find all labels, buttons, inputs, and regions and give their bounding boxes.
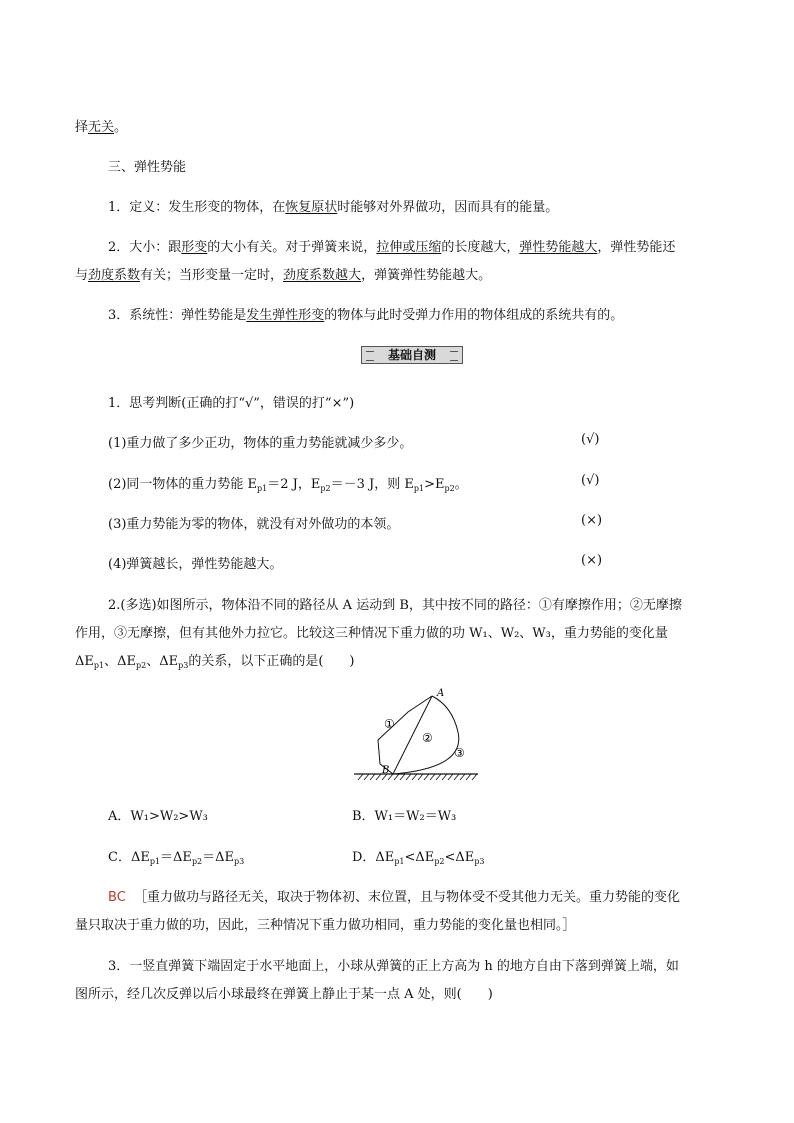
- text: 1．定义：发生形变的物体，在: [108, 200, 286, 215]
- q1-mark-4: (×): [581, 553, 603, 568]
- subscript: p2: [136, 661, 147, 670]
- q2-line-2: 作用，③无摩擦，但有其他外力拉它。比较这三种情况下重力做的功 W₁、W₂、W₃，重力势能的变化量: [75, 626, 668, 641]
- text: ，弹性势能还: [597, 240, 676, 255]
- q1-item-2: [108, 473, 468, 493]
- text: D．ΔE: [352, 850, 395, 865]
- size-line-1: [108, 236, 675, 255]
- text: ＝－3 J，则 E: [330, 477, 414, 492]
- subscript: p2: [434, 857, 445, 866]
- underlined-answer: 无关: [88, 120, 115, 135]
- text: 。: [114, 120, 128, 135]
- text: <ΔE: [444, 850, 475, 865]
- subscript: p2: [444, 484, 455, 493]
- q3-line-2: 图所示，经几次反弹以后小球最终在弹簧上静止于某一点 A 处，则( ): [75, 987, 493, 1002]
- label-path-3: ③: [454, 746, 465, 760]
- answer-line-1: [108, 886, 680, 905]
- label-path-2: ②: [422, 731, 433, 745]
- q2-line-3: [75, 650, 354, 670]
- q1-title: 1．思考判断(正确的打“√”，错误的打“×”): [108, 396, 355, 411]
- text: 、ΔE: [104, 654, 136, 669]
- text: ，弹簧弹性势能越大。: [361, 268, 492, 283]
- text: 时能够对外界做功，因而具有的能量。: [337, 200, 559, 215]
- q1-item-4: (4)弹簧越长，弹性势能越大。: [108, 557, 283, 572]
- path-figure: [348, 684, 488, 786]
- option-c: [108, 846, 244, 866]
- subscript: p2: [191, 857, 203, 866]
- definition-line: [108, 196, 558, 215]
- text: C．ΔE: [108, 850, 150, 865]
- q2-line-1: 2.(多选)如图所示，物体沿不同的路径从 A 运动到 B，其中按不同的路径：①有摩擦作用；②无摩擦: [108, 598, 682, 613]
- ground-hatch: [358, 774, 477, 780]
- text: 、ΔE: [146, 654, 179, 669]
- q1-mark-1: (√): [581, 432, 600, 447]
- option-a: A．W₁>W₂>W₃: [108, 809, 208, 824]
- label-B: B: [382, 765, 390, 776]
- subscript: p1: [149, 857, 161, 866]
- text: (2)同一物体的重力势能 E: [108, 477, 258, 492]
- top-fragment: [75, 116, 127, 135]
- text: >E: [424, 477, 445, 492]
- text: <ΔE: [404, 850, 435, 865]
- q1-mark-2: (√): [581, 473, 600, 488]
- underlined-answer: 劲度系数: [88, 268, 141, 283]
- q3-line-1: 3．一竖直弹簧下端固定于水平地面上，小球从弹簧的正上方高为 h 的地方自由下落到弹簧上端，如: [108, 959, 679, 974]
- option-b: B．W₁＝W₂＝W₃: [352, 809, 457, 824]
- text: ＝2 J，E: [267, 477, 321, 492]
- text: ＝ΔE: [160, 850, 192, 865]
- q1-item-3: (3)重力势能为零的物体，就没有对外做功的本领。: [108, 517, 400, 532]
- text: 的长度越大，: [441, 240, 520, 255]
- q1-mark-3: (×): [581, 513, 603, 528]
- text: 的物体与此时受弹力作用的物体组成的系统共有的。: [324, 308, 624, 323]
- text: 2．大小：跟: [108, 240, 182, 255]
- subscript: p3: [178, 661, 189, 670]
- text: ＝ΔE: [202, 850, 235, 865]
- text: ΔE: [75, 654, 94, 669]
- underlined-answer: 发生弹性形变: [246, 308, 325, 323]
- text: 有关；当形变量一定时，: [140, 268, 284, 283]
- subscript: p3: [234, 857, 245, 866]
- underlined-answer: 恢复原状: [285, 200, 338, 215]
- text: 的关系，以下正确的是( ): [188, 654, 355, 669]
- section-badge: 基础自测: [361, 346, 463, 364]
- section-title: 三、弹性势能: [108, 160, 187, 175]
- system-line: [108, 304, 623, 323]
- subscript: p1: [93, 661, 105, 670]
- text: 3．系统性：弹性势能是: [108, 308, 247, 323]
- label-path-1: ①: [384, 717, 395, 731]
- answer-line-2: 量只取决于重力做的功，因此，三种情况下重力做功相同，重力势能的变化量也相同。］: [75, 918, 576, 933]
- size-line-2: [75, 264, 491, 283]
- q1-item-1: (1)重力做了多少正功，物体的重力势能就减少多少。: [108, 436, 413, 451]
- text: 与: [75, 268, 89, 283]
- answer-key: BC: [108, 890, 126, 905]
- subscript: p1: [257, 484, 268, 493]
- text: 的大小有关。对于弹簧来说，: [207, 240, 377, 255]
- option-d: [352, 846, 485, 866]
- text: 择: [75, 120, 89, 135]
- underlined-answer: 拉伸或压缩: [376, 240, 442, 255]
- underlined-answer: 形变: [181, 240, 208, 255]
- underlined-answer: 劲度系数越大: [283, 268, 362, 283]
- subscript: p1: [394, 857, 405, 866]
- explanation: ［重力做功与路径无关，取决于物体初、末位置，且与物体受不受其他力无关。重力势能的变化: [134, 890, 681, 905]
- subscript: p3: [474, 857, 485, 866]
- subscript: p1: [413, 484, 425, 493]
- label-A: A: [437, 688, 445, 699]
- subscript: p2: [320, 484, 331, 493]
- text: 。: [454, 477, 468, 492]
- underlined-answer: 弹性势能越大: [519, 240, 598, 255]
